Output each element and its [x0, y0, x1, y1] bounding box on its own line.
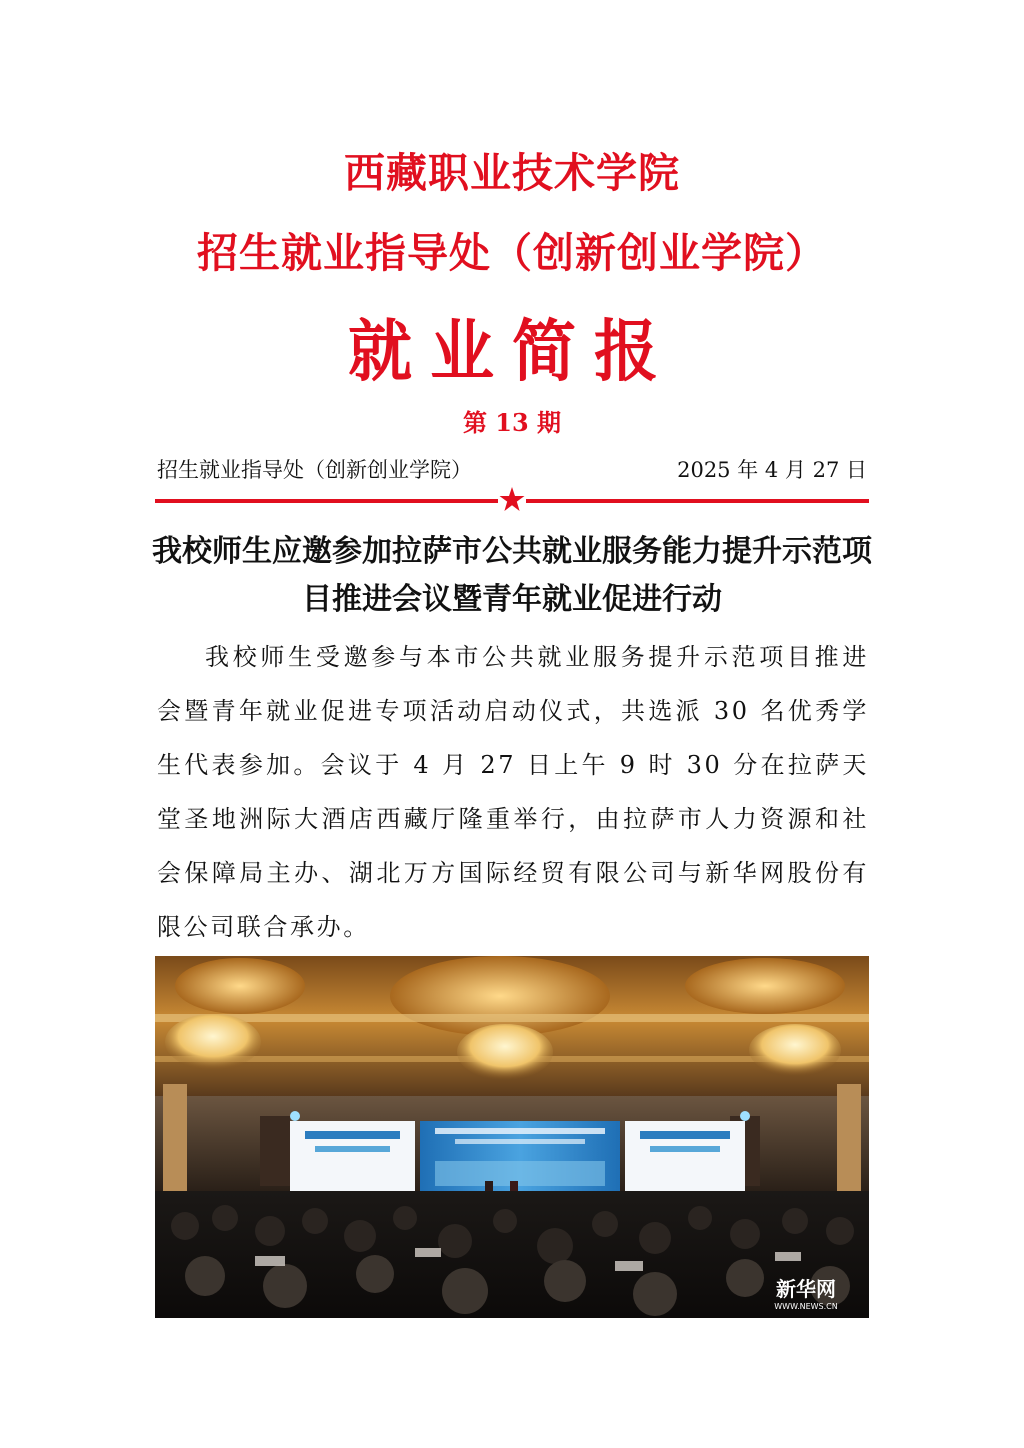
conference-photo [155, 956, 869, 1318]
header-divider [155, 486, 869, 512]
watermark-logo: 新华网 [776, 1277, 836, 1301]
watermark-url: WWW.NEWS.CN [774, 1302, 838, 1311]
bulletin-title: 就业简报 [348, 312, 676, 392]
office-name: 招生就业指导处（创新创业学院） [197, 229, 827, 277]
conference-hall-image [155, 956, 869, 1318]
article-headline: 我校师生应邀参加拉萨市公共就业服务能力提升示范项目推进会议暨青年就业促进行动 [152, 534, 872, 617]
divider-rule-right [526, 499, 869, 503]
divider-rule-left [155, 499, 498, 503]
issue-number: 第 13 期 [462, 408, 562, 437]
school-name: 西藏职业技术学院 [344, 149, 680, 197]
issue-date: 2025 年 4 月 27 日 [677, 458, 867, 482]
article-body [157, 630, 869, 954]
issuer-name: 招生就业指导处（创新创业学院） [157, 458, 472, 482]
star-icon [499, 486, 525, 512]
article-paragraph: 我校师生受邀参与本市公共就业服务提升示范项目推进会暨青年就业促进专项活动启动仪式，共选派 30 名优秀学生代表参加。会议于 4 月 27 日上午 9 时 30 分在拉萨天堂圣地洲际大酒店西藏厅隆重举行，由拉萨市人力资源和社会保障局主办、湖北万方国际经贸有限公司与新华网股份有限公司联合承办。 [157, 643, 869, 941]
